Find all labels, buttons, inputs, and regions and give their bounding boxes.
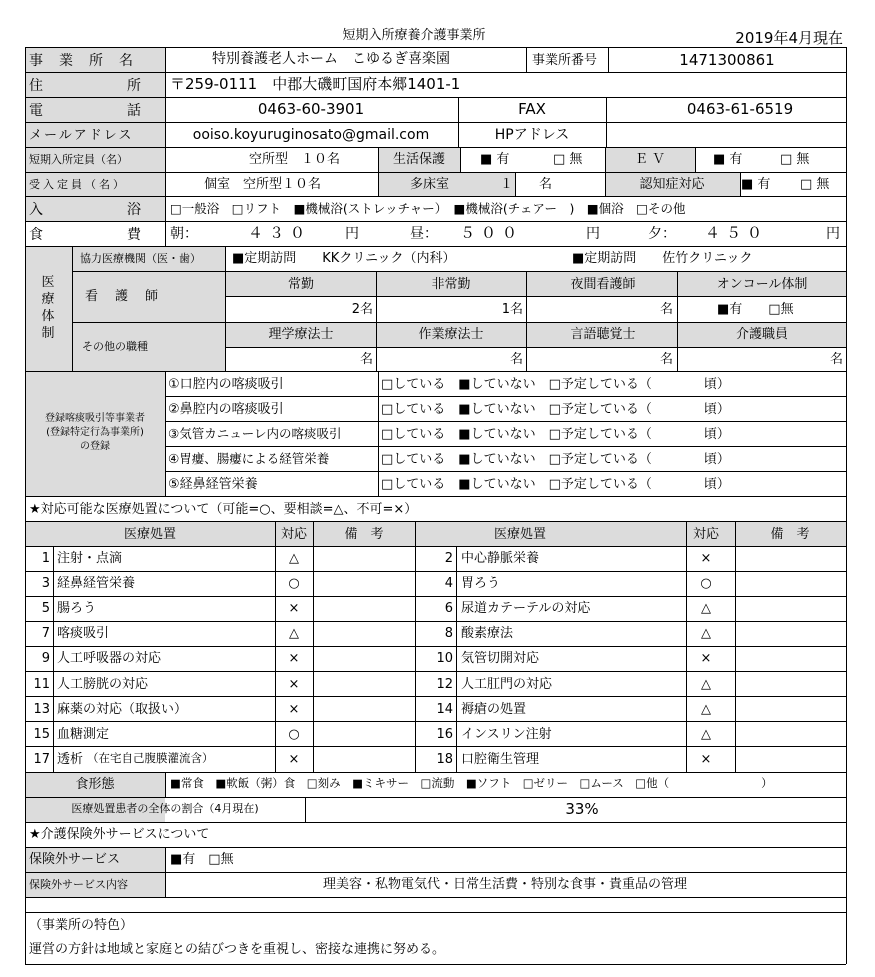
procedure-number: 2 <box>444 551 453 566</box>
suction-item-status: □している ■していない □予定している（ 頃） <box>381 477 730 492</box>
office-number-label: 事業所番号 <box>532 53 598 68</box>
procedure-number: 14 <box>436 702 453 717</box>
address-label: 住 所 <box>29 78 141 94</box>
dementia-no: □ 無 <box>800 177 830 192</box>
header-support: 対応 <box>692 527 720 542</box>
procedure-number: 12 <box>436 677 453 692</box>
suction-label-3: の登録 <box>80 441 110 452</box>
nurse-header-parttime: 非常勤 <box>431 277 471 292</box>
welfare-yes: ■ 有 <box>480 152 510 167</box>
procedure-support: ○ <box>288 576 300 591</box>
as-of-date: 2019年4月現在 <box>735 29 843 47</box>
procedure-support: △ <box>289 626 299 641</box>
procedure-name: 喀痰吸引 <box>57 626 110 641</box>
other-header-ot: 作業療法士 <box>418 327 484 342</box>
procedure-name: 腸ろう <box>57 601 97 616</box>
procedures-heading: ★対応可能な医療処置について（可能=○、要相談=△、不可=×） <box>29 502 418 517</box>
nurse-value-oncall: ■有 □無 <box>717 302 794 317</box>
procedure-number: 4 <box>444 576 453 591</box>
office-number: 1471300861 <box>679 51 775 69</box>
partner-label: 協力医療機関（医・歯） <box>80 252 201 265</box>
suction-label-1: 登録喀痰吸引等事業者 <box>45 413 145 424</box>
suction-item-status: □している ■していない □予定している（ 頃） <box>381 402 730 417</box>
header-treatment: 医療処置 <box>493 527 547 542</box>
breakfast-price: ４３０ <box>248 224 312 242</box>
food-label: 食形態 <box>75 777 115 792</box>
procedure-name: 中心静脈栄養 <box>461 551 540 566</box>
ratio-value: 33% <box>565 800 599 818</box>
suction-item-status: □している ■していない □予定している（ 頃） <box>381 452 730 467</box>
partner-clinic-1: ■定期訪問 KKクリニック（内科） <box>232 251 456 266</box>
procedure-support: × <box>288 651 300 666</box>
header-support: 対応 <box>280 527 308 542</box>
procedure-support: × <box>700 651 712 666</box>
nurse-header-fulltime: 常勤 <box>287 277 315 292</box>
header-note: 備 考 <box>344 527 384 542</box>
procedure-support: × <box>288 677 300 692</box>
procedure-support: × <box>700 752 712 767</box>
procedure-name: 人工肛門の対応 <box>461 677 553 692</box>
other-value-st: 名 <box>659 352 673 367</box>
procedure-number: 15 <box>33 727 50 742</box>
procedure-number: 7 <box>41 626 50 641</box>
nurse-value-parttime: 1名 <box>501 302 523 317</box>
dementia-label: 認知症対応 <box>639 177 705 192</box>
capacity-label: 短期入所定員（名） <box>29 153 128 166</box>
welfare-label: 生活保護 <box>392 152 446 167</box>
procedure-name: 気管切開対応 <box>461 651 540 666</box>
procedure-name: 透析 <box>57 752 84 767</box>
procedure-support: △ <box>701 601 711 616</box>
procedure-name: 尿道カテーテルの対応 <box>461 601 591 616</box>
procedure-support: △ <box>701 727 711 742</box>
other-value-pt: 名 <box>359 352 373 367</box>
other-staff-label: その他の職種 <box>82 340 148 353</box>
extra-content-value: 理美容・私物電気代・日常生活費・特別な食事・貴重品の管理 <box>322 877 688 892</box>
procedure-number: 10 <box>436 651 453 666</box>
procedure-name: 麻薬の対応（取扱い） <box>57 702 188 717</box>
feature-text: 運営の方針は地域と家庭との結びつきを重視し、密接な連携に努める。 <box>29 942 446 957</box>
suction-item-name: ①口腔内の喀痰吸引 <box>168 377 284 392</box>
multi-bed-value: １ 名 <box>500 177 553 192</box>
nurse-value-fulltime: 2名 <box>351 302 373 317</box>
fax-number: 0463-61-6519 <box>686 100 794 118</box>
procedure-name: 血糖測定 <box>57 727 110 742</box>
medical-label-1: 医 <box>41 275 55 290</box>
email-label: メールアドレス <box>29 128 134 143</box>
private-room-value: 個室 空所型１０名 <box>204 177 322 192</box>
page-title: 短期入所療養介護事業所 <box>342 28 486 43</box>
procedure-name: 口腔衛生管理 <box>461 752 540 767</box>
nurse-label: 看 護 師 <box>85 289 161 304</box>
office-name: 特別養護老人ホーム こゆるぎ喜楽園 <box>212 51 450 67</box>
procedure-number: 1 <box>41 551 50 566</box>
extra-content-label: 保険外サービス内容 <box>29 878 128 891</box>
suction-item-name: ③気管カニューレ内の喀痰吸引 <box>168 426 342 441</box>
welfare-no: □ 無 <box>553 152 583 167</box>
procedure-support: × <box>288 702 300 717</box>
suction-item-status: □している ■していない □予定している（ 頃） <box>381 377 730 392</box>
procedure-number: 3 <box>41 576 50 591</box>
header-note: 備 考 <box>770 527 810 542</box>
header-treatment: 医療処置 <box>123 527 177 542</box>
dinner-price: ４５０ <box>705 224 769 242</box>
dinner-unit: 円 <box>826 226 840 242</box>
phone-number: 0463-60-3901 <box>257 100 365 118</box>
dinner-label: 夕： <box>648 226 676 242</box>
procedure-name: 注射・点滴 <box>57 551 123 566</box>
other-header-st: 言語聴覚士 <box>570 327 636 342</box>
procedure-number: 17 <box>33 752 50 767</box>
accept-label: 受入定員（名） <box>29 178 127 191</box>
other-header-care: 介護職員 <box>735 327 789 342</box>
procedure-support: ○ <box>288 727 300 742</box>
email-address[interactable]: ooiso.koyuruginosato@gmail.com <box>192 127 430 143</box>
procedure-name: 人工膀胱の対応 <box>57 677 149 692</box>
other-header-pt: 理学療法士 <box>268 327 334 342</box>
suction-item-name: ⑤経鼻経管栄養 <box>168 477 258 492</box>
medical-label-4: 制 <box>41 326 55 341</box>
office-name-label: 事 業 所 名 <box>29 53 134 69</box>
multi-bed-label: 多床室 <box>410 177 450 192</box>
dementia-yes: ■ 有 <box>741 177 771 192</box>
procedure-number: 18 <box>436 752 453 767</box>
procedure-support: △ <box>289 551 299 566</box>
meal-label: 食 費 <box>29 227 141 243</box>
nurse-value-night: 名 <box>659 302 673 317</box>
phone-label: 電 話 <box>29 103 141 119</box>
extra-heading: ★介護保険外サービスについて <box>29 827 210 842</box>
lunch-label: 昼： <box>410 226 438 242</box>
procedure-name: 酸素療法 <box>461 626 514 641</box>
procedure-name: インスリン注射 <box>461 727 552 742</box>
fax-label: FAX <box>518 100 546 118</box>
procedure-support: ○ <box>700 576 712 591</box>
breakfast-label: 朝： <box>170 226 198 242</box>
extra-service-label: 保険外サービス <box>29 852 121 867</box>
suction-item-status: □している ■していない □予定している（ 頃） <box>381 427 730 442</box>
medical-label-3: 体 <box>41 309 55 324</box>
nurse-header-oncall: オンコール体制 <box>716 277 808 292</box>
procedure-name: 人工呼吸器の対応 <box>57 651 162 666</box>
ev-yes: ■ 有 <box>713 152 743 167</box>
lunch-unit: 円 <box>586 226 600 242</box>
procedure-number: 6 <box>444 601 453 616</box>
procedure-name: 褥瘡の処置 <box>461 702 527 717</box>
procedure-number: 5 <box>41 601 50 616</box>
suction-label-2: (登録特定行為事業所) <box>46 427 144 438</box>
procedure-number: 8 <box>444 626 453 641</box>
procedure-number: 16 <box>436 727 453 742</box>
procedure-name: 胃ろう <box>461 576 501 591</box>
capacity-value: 空所型 １０名 <box>249 152 341 167</box>
procedure-support: △ <box>701 702 711 717</box>
ev-no: □ 無 <box>780 152 810 167</box>
other-value-ot: 名 <box>509 352 523 367</box>
procedure-support: △ <box>701 677 711 692</box>
breakfast-unit: 円 <box>345 226 359 242</box>
procedure-name: 経鼻経管栄養 <box>57 576 136 591</box>
procedure-support: × <box>288 601 300 616</box>
bath-options: □一般浴 □リフト ■機械浴(ストレッチャー） ■機械浴(チェアー ) ■個浴 □その他 <box>170 201 686 216</box>
suction-item-name: ②鼻腔内の喀痰吸引 <box>168 402 284 417</box>
ratio-label: 医療処置患者の全体の割合（4月現在) <box>71 802 259 815</box>
procedure-support: × <box>700 551 712 566</box>
procedure-subnote: （在宅自己腹膜灌流含） <box>87 751 214 765</box>
food-options: ■常食 ■軟飯（粥）食 □刻み ■ミキサー □流動 ■ソフト □ゼリー □ムース □他（ ） <box>170 776 773 790</box>
extra-service-value: ■有 □無 <box>170 852 234 867</box>
address: 〒259-0111 中郡大磯町国府本郷1401-1 <box>170 75 461 93</box>
procedure-number: 11 <box>33 677 50 692</box>
ev-label: Ｅ Ｖ <box>634 152 666 167</box>
bath-label: 入 浴 <box>29 202 141 218</box>
medical-label-2: 療 <box>41 292 55 307</box>
lunch-price: ５００ <box>460 224 524 242</box>
suction-item-name: ④胃瘻、腸瘻による経管栄養 <box>168 451 330 466</box>
procedure-support: △ <box>701 626 711 641</box>
partner-clinic-2: ■定期訪問 佐竹クリニック <box>572 251 753 266</box>
nurse-header-night: 夜間看護師 <box>570 277 636 292</box>
other-value-care: 名 <box>829 352 843 367</box>
procedure-number: 13 <box>33 702 50 717</box>
hp-label: HPアドレス <box>494 127 570 143</box>
procedure-support: × <box>288 752 300 767</box>
feature-label: （事業所の特色） <box>29 918 134 933</box>
procedure-number: 9 <box>41 651 50 666</box>
